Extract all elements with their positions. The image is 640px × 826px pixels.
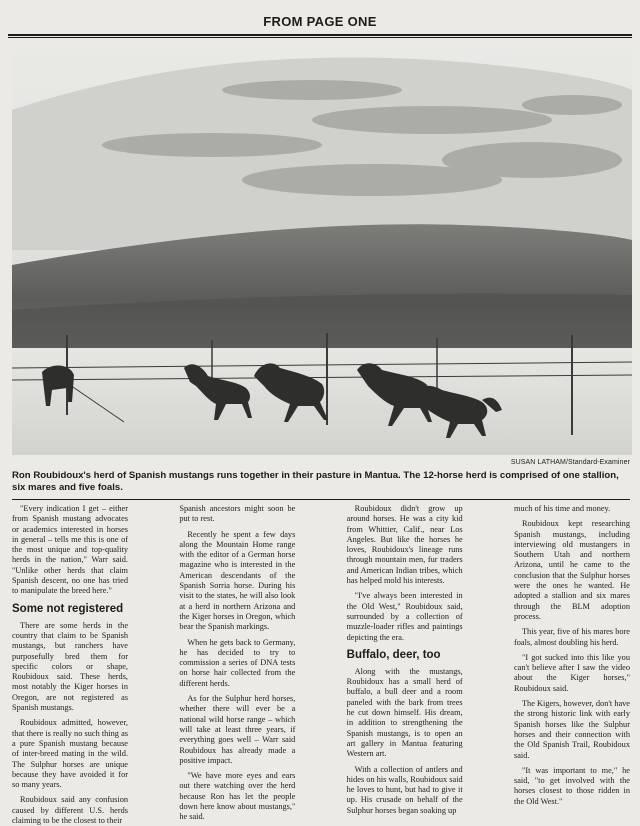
subheading: Buffalo, deer, too: [346, 648, 441, 661]
paragraph: Roubidoux didn't grow up around horses. He was a city kid from Whittier, Calif., near Los Angeles. But like the horses he loves, Roubidoux's lineage runs through mountain men, fur traders and American Indian tribes, which has helped mold his interests.: [346, 504, 463, 586]
paragraph: As for the Sulphur herd horses, whether there will ever be a national wild horse range – which will take at least three years, if everything goes well – Warr said Roubidoux has already made a positive impact.: [179, 694, 296, 765]
paragraph: "I got sucked into this like you can't believe after I saw the video about the Kiger horses," Roubidoux said.: [513, 652, 630, 693]
paragraph: The Kigers, however, don't have the strong historic link with early Spanish horses like the Sulphur horses and their connection with the Old Spanish Trail, Roubidoux said.: [513, 699, 630, 760]
paragraph: There are some herds in the country that claim to be Spanish mustangs, but ranchers have purposefully bred them for specific colors or shape, Roubidoux said. These herds, most notably the Kiger horses in Oregon, are not registered as Spanish mustangs.: [12, 620, 128, 713]
paragraph: When he gets back to Germany, he has decided to try to commission a series of DNA tests on horse hair collected from the different herds.: [179, 637, 296, 688]
paragraph: "We have more eyes and ears out there watching over the herd because Ron has let the people down here know about mustangs," he said.: [179, 771, 296, 822]
section-title: FROM PAGE ONE: [263, 14, 377, 29]
article-column-1: [12, 504, 128, 826]
header-rule-thin: [8, 37, 632, 38]
paragraph: Along with the mustangs, Roubidoux has a small herd of buffalo, a bull deer and a room paneled with the bark from trees he cut down himself. His dream, in addition to strengthening the Spanish mustangs, is to open an art gallery in Mantua featuring Western art.: [346, 666, 463, 759]
paragraph: Roubidoux kept researching Spanish mustangs, including interviewing old mustangers in Southern Utah and northern Arizona, until he came to the conclusion that the Sulphur horses were the ones he wanted. He adopted a stallion and six mares through the BLM adoption process.: [513, 519, 630, 621]
paragraph: much of his time and money.: [513, 504, 611, 513]
paragraph: This year, five of his mares bore foals, almost doubling his herd.: [513, 627, 630, 647]
header-rule: [8, 34, 632, 36]
article-column-2: [179, 504, 296, 822]
snowy-pasture: [12, 348, 632, 455]
article-body: [12, 504, 630, 826]
paragraph: Roubidoux admitted, however, that there is really no such thing as a pure Spanish mustang because of inter-breed mating in the wild. The Sulphur horses are unique because they have avoided it for so many years.: [12, 718, 128, 790]
paragraph: "Every indication I get – either from Spanish mustang advocates or academics interested in horses in general – tells me this is one of the most unique and top-quality herds in the nation," Warr said. "Unlike other herds that claim Spanish descent, no one has tried to manipulate the breed here.": [12, 504, 128, 596]
subheading: Some not registered: [12, 602, 124, 615]
news-photo: [12, 50, 632, 455]
paragraph: Spanish ancestors might soon be put to rest.: [179, 504, 296, 524]
horses-photo-illustration: [12, 50, 632, 455]
photo-caption: Ron Roubidoux's herd of Spanish mustangs runs together in their pasture in Mantua. The 12-horse herd is comprised of one stallion, six mares and five foals.: [12, 470, 619, 493]
photo-credit: SUSAN LATHAM/Standard-Examiner: [510, 459, 630, 466]
page-header: [0, 0, 640, 38]
article-column-3: [346, 504, 463, 815]
paragraph: "It was important to me," he said, "to get involved with the horses closest to those ridden in the Old West.": [513, 765, 630, 806]
paragraph: "I've always been interested in the Old West," Roubidoux said, surrounded by a collection of muzzle-loader rifles and paintings depicting the era.: [346, 591, 463, 642]
paragraph: Roubidoux said any confusion caused by different U.S. herds claiming to be the closest to their: [12, 795, 128, 826]
article-column-4: [514, 504, 630, 804]
caption-rule: [12, 499, 630, 500]
paragraph: Recently he spent a few days along the Mountain Home range with the editor of a German horse magazine who is interested in the American descendants of the Spanish Sorria horse. During his visit to the states, he will also look at a herd in northern Arizona and the Kiger horses in Oregon, which bear the Spanish markings.: [179, 529, 296, 632]
paragraph: With a collection of antlers and hides on his walls, Roubidoux said he loves to hunt, but had to give it up. His crusade on behalf of the Sulphur horses began soaking up: [346, 764, 463, 815]
